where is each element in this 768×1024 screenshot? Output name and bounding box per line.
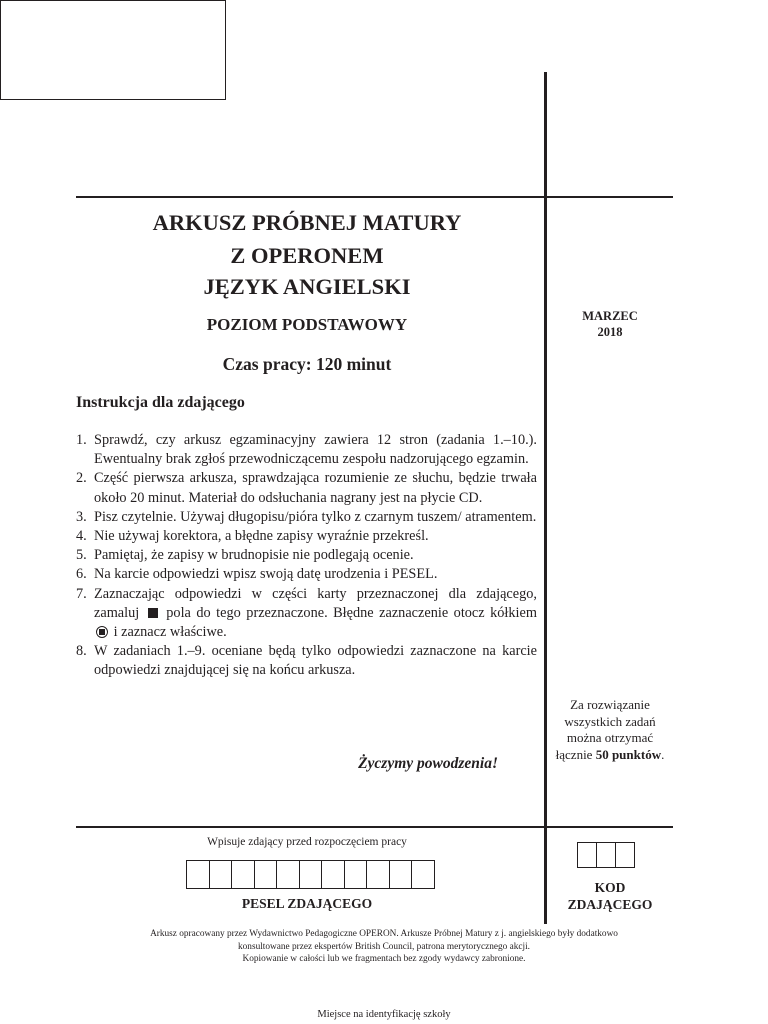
pesel-digit-box[interactable]	[186, 860, 209, 889]
instructions-heading: Instrukcja dla zdającego	[76, 394, 245, 411]
instruction-item: 8. W zadaniach 1.–9. oceniane będą tylko odpowiedzi zaznaczone na karcie odpowiedzi znajdującej się na końcu arkusza.	[76, 643, 537, 679]
pesel-digit-box[interactable]	[321, 860, 344, 889]
pesel-digit-box[interactable]	[299, 860, 322, 889]
exam-level: POZIOM PODSTAWOWY	[206, 315, 408, 334]
vertical-divider	[544, 72, 547, 924]
points-value: 50 punktów	[595, 746, 662, 762]
title-line-1: ARKUSZ PRÓBNEJ MATURY	[152, 210, 462, 235]
pesel-digit-box[interactable]	[411, 860, 435, 889]
pesel-digit-box[interactable]	[344, 860, 367, 889]
instruction-item: 7. Zaznaczając odpowiedzi w części karty przeznaczonej dla zdającego, zamaluj pola do tego przeznaczone. Błędne zaznaczenie otocz kółkiem i zaznacz właściwe.	[76, 585, 537, 641]
kod-digit-box[interactable]	[577, 842, 596, 868]
pesel-digit-box[interactable]	[209, 860, 232, 889]
pesel-digit-box[interactable]	[254, 860, 277, 889]
exam-time: Czas pracy: 120 minut	[222, 354, 392, 374]
instructions-list	[76, 431, 537, 681]
kod-label: KOD ZDAJĄCEGO	[567, 880, 653, 912]
instruction-item: 5. Pamiętaj, że zapisy w brudnopisie nie podlegają ocenie.	[76, 547, 414, 564]
bottom-divider	[76, 826, 673, 828]
kod-digit-box[interactable]	[596, 842, 615, 868]
instruction-item: 6. Na karcie odpowiedzi wpisz swoją datę urodzenia i PESEL.	[76, 566, 438, 583]
footer-note: Arkusz opracowany przez Wydawnictwo Pedagogiczne OPERON. Arkusze Próbnej Matury z j. angielskiego były dodatkowo konsultowane przez ekspertów British Council, patrona merytorycznego akcji. Kopiowanie w całości lub we fragmentach bez zgody wydawcy zabronione.	[150, 929, 618, 964]
instruction-item: 3. Pisz czytelnie. Używaj długopisu/pióra tylko z czarnym tuszem/ atramentem.	[76, 508, 537, 525]
instruction-item: 4. Nie używaj korektora, a błędne zapisy wyraźnie przekreśl.	[76, 528, 429, 545]
filled-square-icon	[148, 608, 158, 618]
circled-square-icon	[96, 626, 108, 638]
exam-month: MARZEC	[582, 309, 638, 323]
pesel-input-boxes	[186, 860, 435, 888]
top-divider	[76, 196, 673, 198]
title-line-3: JĘZYK ANGIELSKI	[203, 274, 411, 299]
title-line-2: Z OPERONEM	[230, 243, 384, 268]
kod-input-boxes	[577, 842, 635, 868]
instruction-item: 1. Sprawdź, czy arkusz egzaminacyjny zawiera 12 stron (zadania 1.–10.). Ewentualny brak zgłoś przewodniczącemu zespołu nadzorującego egzamin.	[76, 432, 537, 468]
exam-date	[560, 308, 660, 340]
pesel-digit-box[interactable]	[366, 860, 389, 889]
pesel-digit-box[interactable]	[231, 860, 254, 889]
school-id-label: Miejsce na identyfikację szkoły	[317, 1009, 451, 1020]
instruction-item: 2. Część pierwsza arkusza, sprawdzająca rozumienie ze słuchu, będzie trwała około 20 minut. Materiał do odsłuchania nagrany jest na płycie CD.	[76, 470, 537, 506]
pesel-label: PESEL ZDAJĄCEGO	[241, 896, 373, 911]
exam-year: 2018	[597, 325, 623, 339]
points-info: Za rozwiązanie wszystkich zadań można otrzymać łącznie 50 punktów.	[555, 697, 665, 762]
pesel-digit-box[interactable]	[389, 860, 412, 889]
pesel-caption: Wpisuje zdający przed rozpoczęciem pracy	[207, 836, 407, 848]
pesel-digit-box[interactable]	[276, 860, 299, 889]
good-luck-wish: Życzymy powodzenia!	[358, 755, 498, 772]
kod-digit-box[interactable]	[615, 842, 635, 868]
